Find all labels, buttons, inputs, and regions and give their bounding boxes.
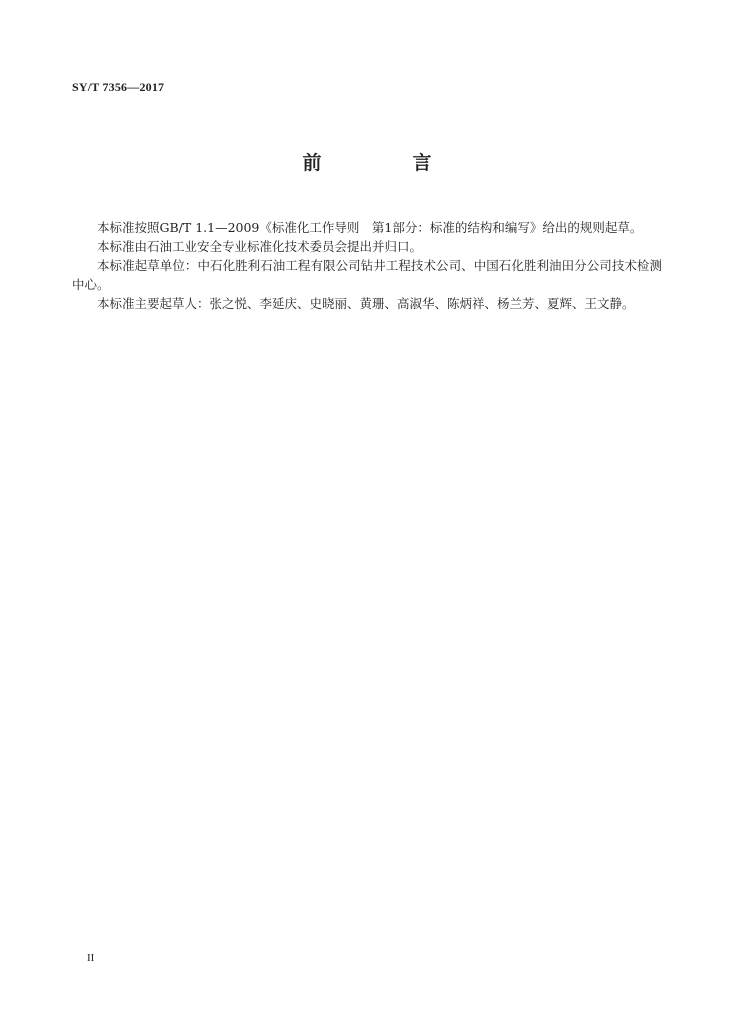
- standard-code: SY/T 7356—2017: [72, 80, 165, 94]
- page-number: II: [87, 952, 95, 964]
- paragraph-drafters: 本标准主要起草人：张之悦、李延庆、史晓丽、黄珊、高淑华、陈炳祥、杨兰芳、夏辉、王文静。: [97, 295, 635, 311]
- page-title: 前 言: [302, 152, 468, 174]
- paragraph-drafting-units: 本标准起草单位：中石化胜利石油工程有限公司钻井工程技术公司、中国石化胜利油田分公司技术检测中心。: [72, 258, 662, 292]
- foreword-body: [72, 219, 662, 314]
- paragraph-drafting-rules: 本标准按照GB/T 1.1—2009《标准化工作导则 第1部分：标准的结构和编写》给出的规则起草。: [97, 220, 643, 235]
- paragraph-proposer: 本标准由石油工业安全专业标准化技术委员会提出并归口。: [97, 239, 423, 254]
